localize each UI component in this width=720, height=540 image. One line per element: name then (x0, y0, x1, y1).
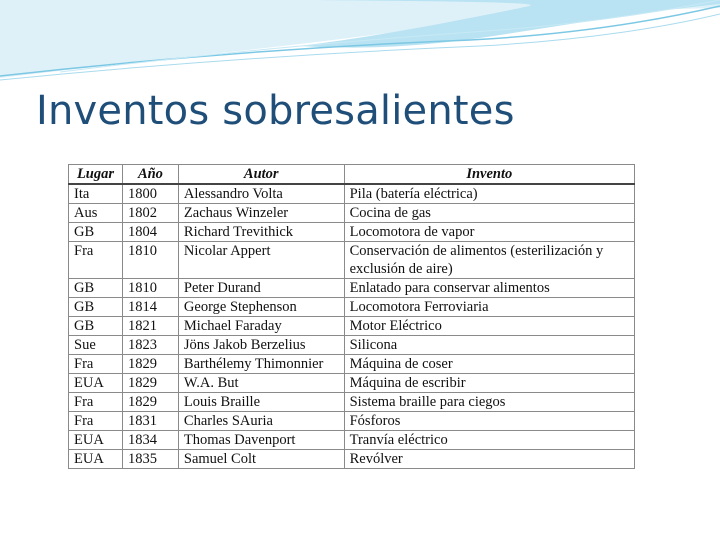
cell-anio: 1835 (122, 450, 178, 469)
cell-lugar: Aus (69, 204, 123, 223)
cell-anio: 1821 (122, 317, 178, 336)
cell-anio: 1829 (122, 393, 178, 412)
cell-lugar: EUA (69, 431, 123, 450)
table-row (69, 336, 635, 355)
cell-lugar: GB (69, 317, 123, 336)
cell-autor: Zachaus Winzeler (178, 204, 344, 223)
cell-lugar: Ita (69, 184, 123, 204)
cell-autor: Samuel Colt (178, 450, 344, 469)
cell-invento: Pila (batería eléctrica) (344, 184, 634, 204)
cell-autor: Richard Trevithick (178, 223, 344, 242)
table-row (69, 204, 635, 223)
table-row (69, 450, 635, 469)
header-lugar: Lugar (69, 165, 123, 185)
table-row (69, 412, 635, 431)
cell-lugar: EUA (69, 450, 123, 469)
cell-invento: Fósforos (344, 412, 634, 431)
header-wave-banner (0, 0, 720, 90)
cell-invento: Locomotora de vapor (344, 223, 634, 242)
cell-autor: Peter Durand (178, 279, 344, 298)
cell-lugar: Sue (69, 336, 123, 355)
inventions-table (68, 164, 635, 469)
table-header-row (69, 165, 635, 185)
cell-autor: Barthélemy Thimonnier (178, 355, 344, 374)
cell-autor: Charles SAuria (178, 412, 344, 431)
cell-anio: 1823 (122, 336, 178, 355)
cell-autor: W.A. But (178, 374, 344, 393)
cell-invento: Conservación de alimentos (esterilización y exclusión de aire) (344, 242, 634, 279)
table-row (69, 393, 635, 412)
cell-autor: Jöns Jakob Berzelius (178, 336, 344, 355)
cell-invento: Cocina de gas (344, 204, 634, 223)
cell-anio: 1829 (122, 355, 178, 374)
table-row (69, 355, 635, 374)
cell-invento: Revólver (344, 450, 634, 469)
table-row (69, 223, 635, 242)
cell-anio: 1814 (122, 298, 178, 317)
cell-anio: 1810 (122, 279, 178, 298)
table-row (69, 184, 635, 204)
cell-invento: Motor Eléctrico (344, 317, 634, 336)
page-title: Inventos sobresalientes (36, 88, 515, 134)
table-row (69, 242, 635, 279)
cell-anio: 1834 (122, 431, 178, 450)
cell-autor: Thomas Davenport (178, 431, 344, 450)
table-row (69, 374, 635, 393)
cell-invento: Máquina de coser (344, 355, 634, 374)
header-autor: Autor (178, 165, 344, 185)
cell-invento: Enlatado para conservar alimentos (344, 279, 634, 298)
cell-invento: Sistema braille para ciegos (344, 393, 634, 412)
cell-invento: Locomotora Ferroviaria (344, 298, 634, 317)
cell-invento: Tranvía eléctrico (344, 431, 634, 450)
cell-lugar: GB (69, 298, 123, 317)
header-invento: Invento (344, 165, 634, 185)
table-row (69, 317, 635, 336)
cell-autor: Alessandro Volta (178, 184, 344, 204)
cell-autor: Michael Faraday (178, 317, 344, 336)
cell-anio: 1810 (122, 242, 178, 279)
cell-autor: Nicolar Appert (178, 242, 344, 279)
cell-anio: 1804 (122, 223, 178, 242)
cell-invento: Silicona (344, 336, 634, 355)
cell-lugar: GB (69, 279, 123, 298)
cell-anio: 1829 (122, 374, 178, 393)
table-row (69, 298, 635, 317)
cell-lugar: Fra (69, 355, 123, 374)
cell-anio: 1831 (122, 412, 178, 431)
cell-autor: Louis Braille (178, 393, 344, 412)
table-row (69, 279, 635, 298)
cell-anio: 1802 (122, 204, 178, 223)
cell-invento: Máquina de escribir (344, 374, 634, 393)
cell-lugar: Fra (69, 242, 123, 279)
header-anio: Año (122, 165, 178, 185)
cell-autor: George Stephenson (178, 298, 344, 317)
cell-lugar: Fra (69, 412, 123, 431)
table-row (69, 431, 635, 450)
cell-lugar: Fra (69, 393, 123, 412)
cell-lugar: EUA (69, 374, 123, 393)
cell-lugar: GB (69, 223, 123, 242)
cell-anio: 1800 (122, 184, 178, 204)
